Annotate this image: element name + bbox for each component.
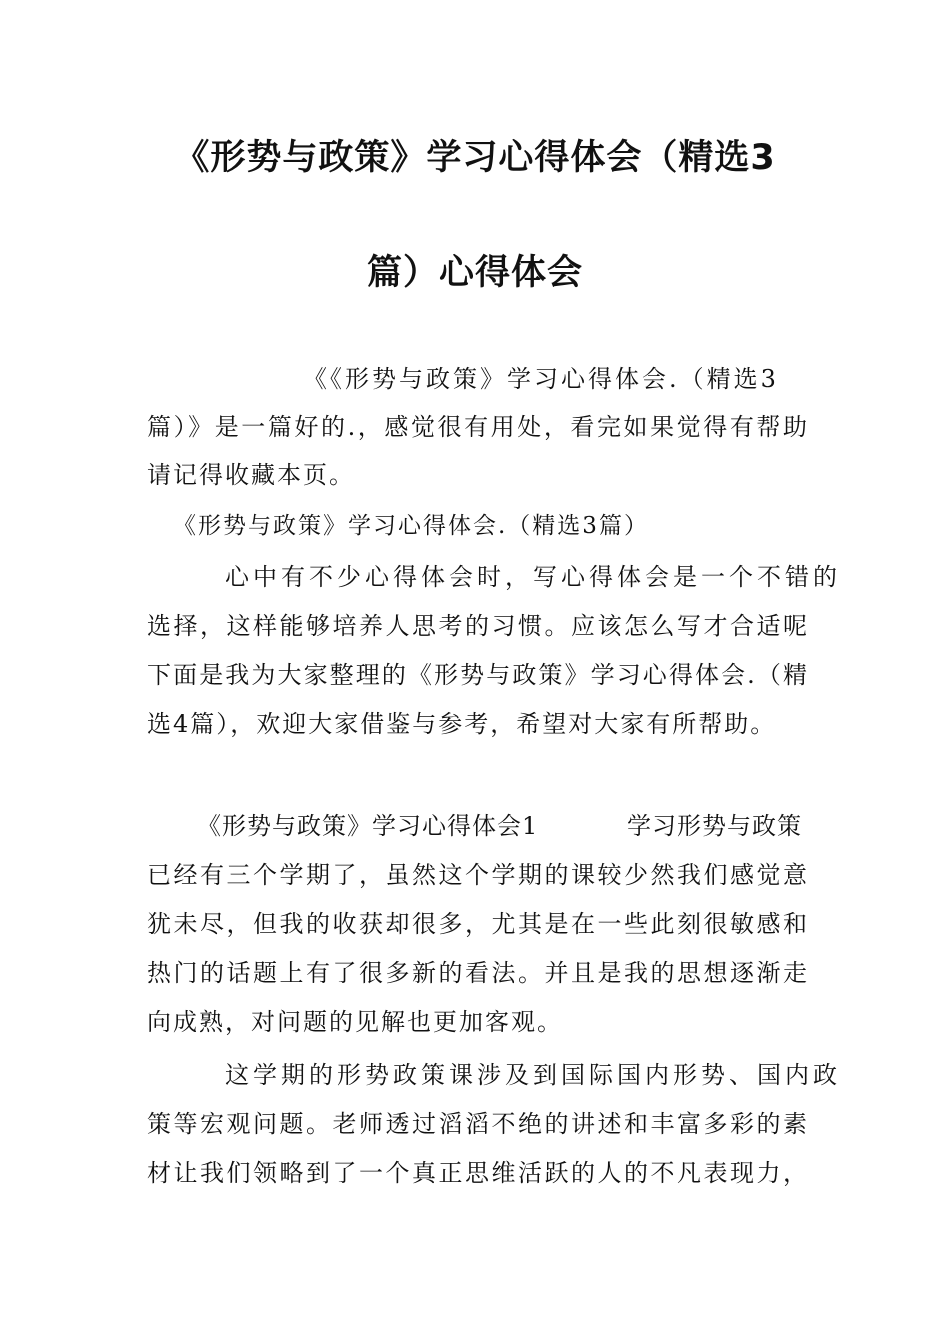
section1-heading: 《形势与政策》学习心得体会1	[197, 812, 539, 840]
document-title-line-2: 篇）心得体会	[366, 253, 583, 293]
subheading: 《形势与政策》学习心得体会.（精选3篇）	[173, 513, 649, 539]
para2-line-3: 热门的话题上有了很多新的看法。并且是我的思想逐渐走	[147, 959, 807, 987]
section1-lead: 学习形势与政策	[627, 812, 802, 840]
document-title-line-1: 《形势与政策》学习心得体会（精选3	[174, 138, 776, 178]
para2-line-1: 已经有三个学期了，虽然这个学期的课较少然我们感觉意	[147, 861, 807, 889]
para2-line-2: 犹未尽，但我的收获却很多，尤其是在一些此刻很敏感和	[147, 910, 807, 938]
intro-line-3: 请记得收藏本页。	[147, 461, 355, 489]
para3-line-3: 材让我们领略到了一个真正思维活跃的人的不凡表现力，	[147, 1159, 807, 1187]
intro-line-1: 《《形势与政策》学习心得体会.（精选3	[303, 365, 779, 393]
para3-line-1: 这学期的形势政策课涉及到国际国内形势、国内政	[225, 1061, 841, 1089]
para2-line-4: 向成熟，对问题的见解也更加客观。	[147, 1008, 563, 1036]
para3-line-2: 策等宏观问题。老师透过滔滔不绝的讲述和丰富多彩的素	[147, 1110, 807, 1138]
para1-line-2: 选择，这样能够培养人思考的习惯。应该怎么写才合适呢	[147, 612, 807, 640]
para1-line-3: 下面是我为大家整理的《形势与政策》学习心得体会.（精	[147, 661, 807, 689]
para1-line-4: 选4篇），欢迎大家借鉴与参考，希望对大家有所帮助。	[147, 710, 777, 738]
para1-line-1: 心中有不少心得体会时，写心得体会是一个不错的	[225, 563, 841, 591]
intro-line-2: 篇）》是一篇好的.，感觉很有用处，看完如果觉得有帮助	[147, 413, 807, 441]
